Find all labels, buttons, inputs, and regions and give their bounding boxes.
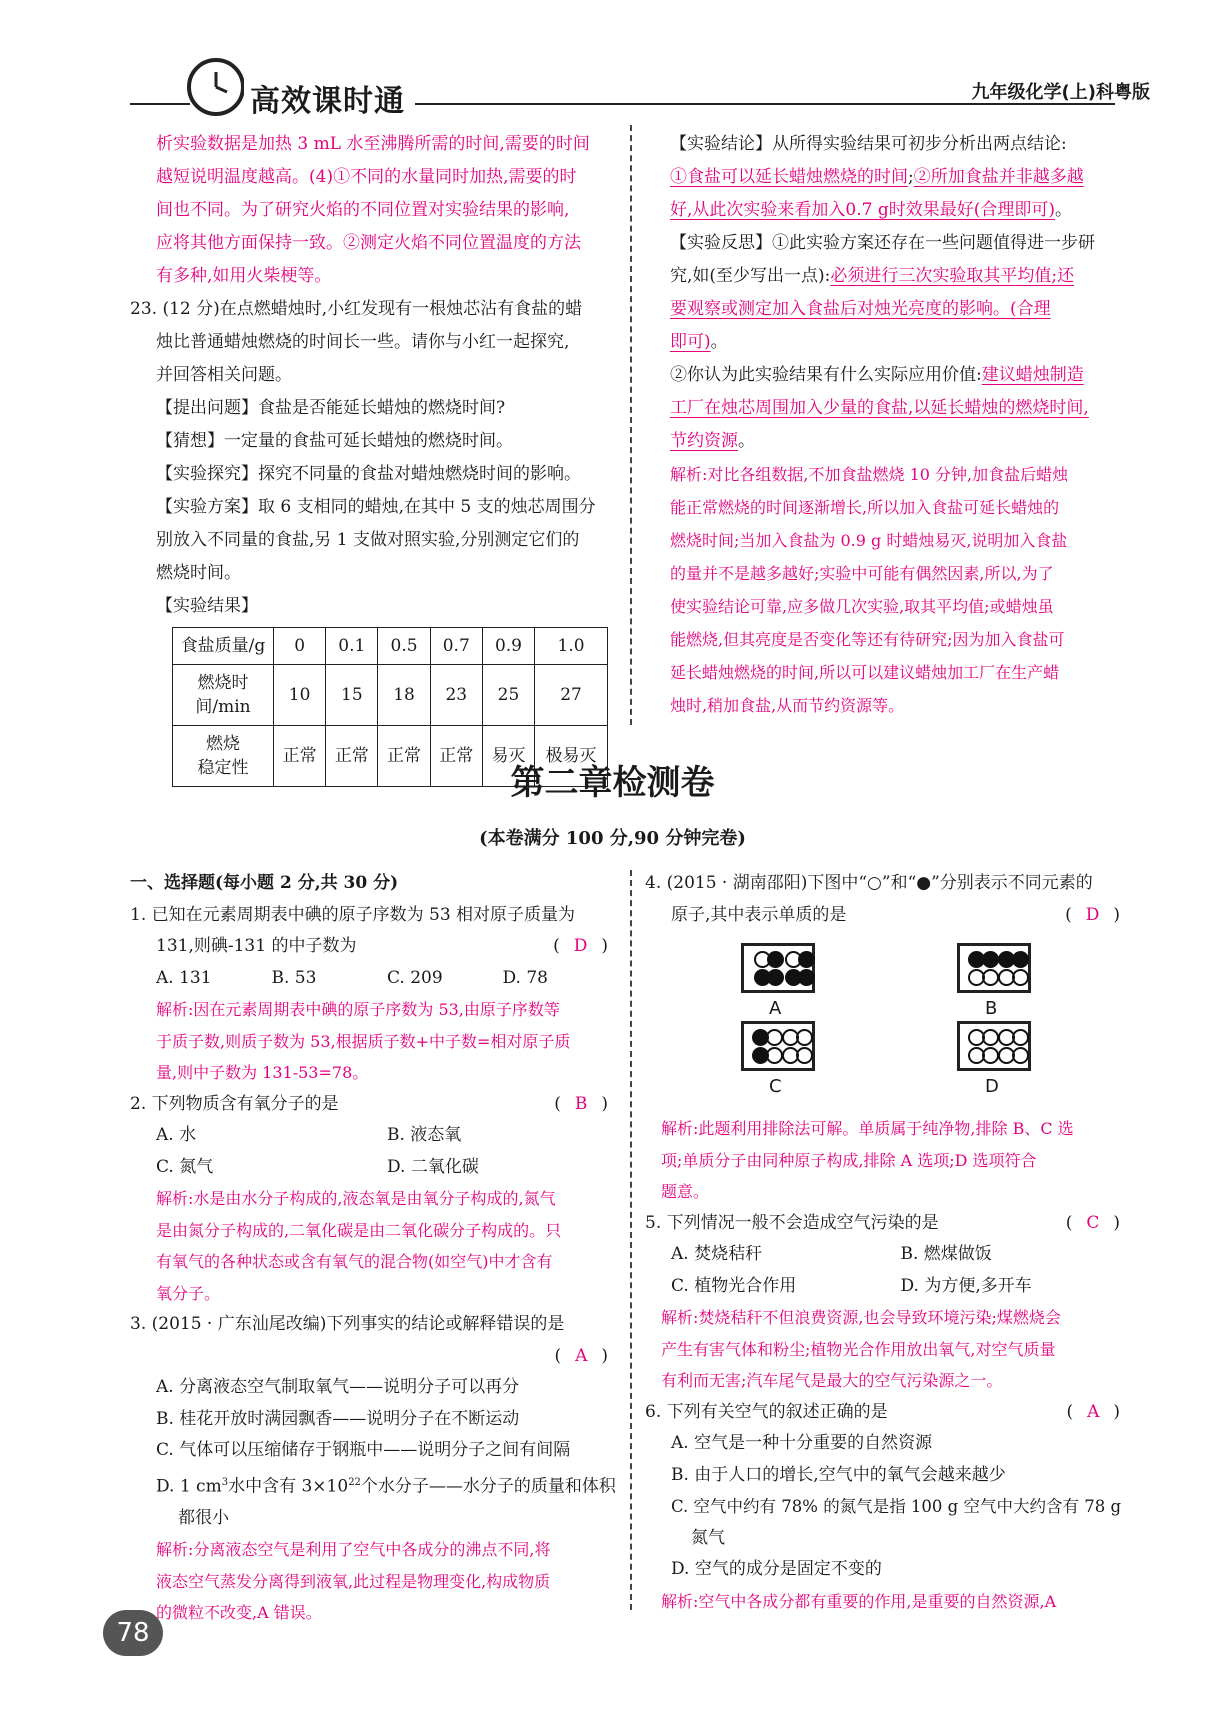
chapter-title: 第二章检测卷 <box>510 763 715 803</box>
molecule-box-a <box>741 943 815 993</box>
molecule-diagram: A B C D <box>645 931 1130 1113</box>
header-rule-left <box>130 103 190 105</box>
column-divider-bottom <box>630 870 632 1610</box>
top-left-column <box>130 128 618 787</box>
molecule-box-c <box>741 1021 815 1071</box>
q6-analysis: 解析:空气中各成分都有重要的作用,是重要的自然资源,A <box>661 1591 1057 1611</box>
molecule-box-d <box>957 1021 1031 1071</box>
answer-bracket: ( A ) <box>554 1345 608 1366</box>
answer-bracket: ( A ) <box>1066 1401 1120 1422</box>
chapter-subtitle: (本卷满分 100 分,90 分钟完卷) <box>479 828 746 849</box>
q1-analysis: 解析:因在元素周期表中碘的原子序数为 53,由原子序数等 于质子数,则质子数为 53,根据质子数+中子数=相对原子质 量,则中子数为 131-53=78。 <box>156 1000 571 1082</box>
answer-bracket: ( D ) <box>553 936 608 956</box>
q23-analysis: 解析:对比各组数据,不加食盐燃烧 10 分钟,加食盐后蜡烛 能正常燃烧的时间逐渐增长,所以加入食盐可延长蜡烛的 燃烧时间;当加入食盐为 0.9 g 时蜡烛易灭,说明加入食盐 的量并不是越多越好;实验中可能有偶然因素,所以,为了 使实验结论可靠,应多做几次实验,取其平均值;或蜡烛虽 能燃烧,但其亮度是否变化等还有待研究;因为加入食盐可 延长蜡烛燃烧的时间,所以可以建议蜡烛加工厂在生产蜡 烛时,稍加食盐,从而节约资源等。 <box>670 465 1069 715</box>
q4-analysis: 解析:此题利用排除法可解。单质属于纯净物,排除 B、C 选 项;单质分子由同种原子构成,排除 A 选项;D 选项符合 题意。 <box>661 1119 1074 1201</box>
molecule-box-b <box>957 943 1031 993</box>
answer-bracket: ( D ) <box>1065 904 1120 925</box>
clock-logo-icon <box>187 58 245 116</box>
table-row: 食盐质量/g 0 0.1 0.5 0.7 0.9 1.0 <box>173 628 608 665</box>
bottom-left-column: 一、选择题(每小题 2 分,共 30 分) 1. 已知在元素周期表中碘的原子序数为 53 相对原子质量为 131,则碘-131 的中子数为 ( D ) A. 131 B. 53 C. 209 D. 78 解析:因在元素周期表中碘的原子序数为 53,由原子序数等 于质子数,则质子数为 53,根据质子数+中子数=相对原子质 量,则中子数为 131-53=78。 2. 下列物质含有氧分子的是 ( B ) A. 水 B. 液态氧 C. 氮气 D. 二氧化碳 解析:水是由水分子构成的,液态氧是由氧分子构成的,氮气 是由氮分子构成的,二氧化碳是由二氧化碳分子构成的。只 有氧气的各种状态或含有氧气的混合物(如空气)中才含有 氧分子。 3. (2015 · 广东汕尾改编)下列事实的结论或解释错误的是 ( A ) A. 分离液态空气制取氧气——说明分子可以再分 B. 桂花开放时满园飘香——说明分子在不断运动 C. 气体可以压缩储存于钢瓶中——说明分子之间有间隔 D. 1 $cm^3$水中含有 $3\times 10^{22}$个水分子——水分子的质量和体积 都很小 解析:分离液态空气是利用了空气中各成分的沸点不同,将 液态空气蒸发分离得到液氧,此过程是物理变化,构成物质 的微粒不改变,A 错误。 <box>130 868 618 1629</box>
page-number: 78 <box>103 1610 163 1656</box>
answer-bracket: ( B ) <box>554 1093 608 1114</box>
q3-analysis: 解析:分离液态空气是利用了空气中各成分的沸点不同,将 液态空气蒸发分离得到液氧,此过程是物理变化,构成物质 的微粒不改变,A 错误。 <box>156 1540 551 1623</box>
top-right-column: 【实验结论】从所得实验结果可初步分析出两点结论: ①食盐可以延长蜡烛燃烧的时间;②所加食盐并非越多越 好,从此次实验来看加入0.7 g时效果最好(合理即可)。 【实验反思】①此实验方案还存在一些问题值得进一步研 究,如(至少写出一点):必须进行三次实验取其平均值;还 要观察或测定加入食盐后对烛光亮度的影响。(合理 即可)。 ②你认为此实验结果有什么实际应用价值:建议蜡烛制造 工厂在烛芯周围加入少量的食盐,以延长蜡烛的燃烧时间, 节约资源。 解析:对比各组数据,不加食盐燃烧 10 分钟,加食盐后蜡烛 能正常燃烧的时间逐渐增长,所以加入食盐可延长蜡烛的 燃烧时间;当加入食盐为 0.9 g 时蜡烛易灭,说明加入食盐 的量并不是越多越好;实验中可能有偶然因素,所以,为了 使实验结论可靠,应多做几次实验,取其平均值;或蜡烛虽 能燃烧,但其亮度是否变化等还有待研究;因为加入食盐可 延长蜡烛燃烧的时间,所以可以建议蜡烛加工厂在生产蜡 烛时,稍加食盐,从而节约资源等。 <box>670 128 1130 722</box>
column-divider-top <box>630 125 632 725</box>
question-23: 23. (12 分)在点燃蜡烛时,小红发现有一根烛芯沾有食盐的蜡 烛比普通蜡烛燃烧的时间长一些。请你与小红一起探究, 并回答相关问题。 【提出问题】食盐是否能延长蜡烛的燃烧时间? 【猜想】一定量的食盐可延长蜡烛的燃烧时间。 【实验探究】探究不同量的食盐对蜡烛燃烧时间的影响。 【实验方案】取 6 支相同的蜡烛,在其中 5 支的烛芯周围分 别放入不同量的食盐,另 1 支做对照实验,分别测定它们的 燃烧时间。 【实验结果】 <box>130 299 596 616</box>
bottom-right-column: 4. (2015 · 湖南邵阳)下图中“○”和“●”分别表示不同元素的 原子,其中表示单质的是 ( D ) A B C D 解析:此题利用排除法可解。单质属于纯净物,排除 B、C 选 项;单质分子由同种原子构成,排除 A 选项;D 选项符合 题意。 5. 下列情况一般不会造成空气污染的是 ( C ) A. 焚烧秸秆 B. 燃煤做饭 C. 植物光合作用 D. 为方便,多开车 解析:焚烧秸秆不但浪费资源,也会导致环境污染;煤燃烧会 产生有害气体和粉尘;植物光合作用放出氧气,对空气质量 有利而无害;汽车尾气是最大的空气污染源之一。 6. 下列有关空气的叙述正确的是 ( A ) A. 空气是一种十分重要的自然资源 B. 由于人口的增长,空气中的氧气会越来越少 C. 空气中约有 78% 的氮气是指 100 g 空气中大约含有 78 g 氮气 D. 空气的成分是固定不变的 解析:空气中各成分都有重要的作用,是重要的自然资源,A <box>645 868 1130 1617</box>
logo-title: 高效课时通 <box>244 76 411 120</box>
subject-label: 九年级化学(上)科粤版 <box>971 82 1150 103</box>
answer-bracket: ( C ) <box>1065 1212 1120 1233</box>
table-row: 燃烧 稳定性 正常 正常 正常 正常 易灭 极易灭 <box>173 726 608 787</box>
table-row: 燃烧时 间/min 10 15 18 23 25 27 <box>173 665 608 726</box>
q22-analysis-continued: 析实验数据是加热 3 mL 水至沸腾所需的时间,需要的时间 越短说明温度越高。(4)①不同的水量同时加热,需要的时 间也不同。为了研究火焰的不同位置对实验结果的影响, 应将其他方面保持一致。②测定火焰不同位置温度的方法 有多种,如用火柴梗等。 <box>156 134 590 286</box>
q5-analysis: 解析:焚烧秸秆不但浪费资源,也会导致环境污染;煤燃烧会 产生有害气体和粉尘;植物光合作用放出氧气,对空气质量 有利而无害;汽车尾气是最大的空气污染源之一。 <box>661 1308 1061 1390</box>
q2-analysis: 解析:水是由水分子构成的,液态氧是由氧分子构成的,氮气 是由氮分子构成的,二氧化碳是由二氧化碳分子构成的。只 有氧气的各种状态或含有氧气的混合物(如空气)中才含有 氧分子。 <box>156 1189 562 1303</box>
